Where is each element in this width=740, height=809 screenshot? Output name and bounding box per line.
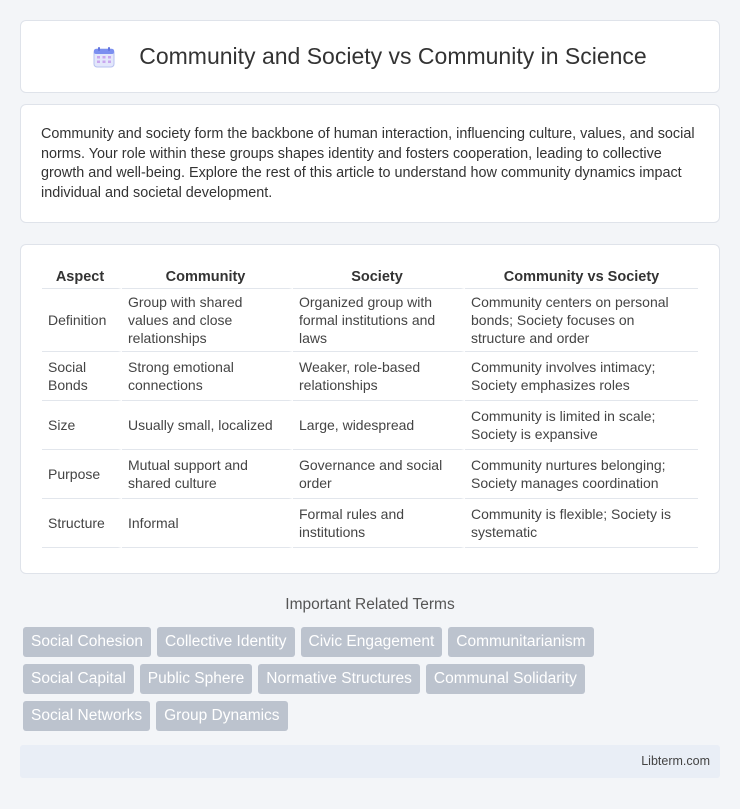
tag-civic-engagement[interactable]: Civic Engagement [301,627,443,657]
table-cell: Community nurtures belonging; Society manages coordination [465,450,698,499]
tag-row [23,664,723,694]
tag-normative-structures[interactable]: Normative Structures [258,664,420,694]
page-title: Community and Society vs Community in Science [139,43,647,69]
table-cell: Community centers on personal bonds; Society focuses on structure and order [465,289,698,352]
table-cell: Weaker, role-based relationships [293,352,465,401]
table-cell: Usually small, localized [122,401,293,450]
table-cell: Structure [42,499,122,548]
table-cell: Formal rules and institutions [293,499,465,548]
table-cell: Definition [42,289,122,352]
related-terms-title: Important Related Terms [285,596,455,613]
footer [20,745,720,778]
table-cell: Large, widespread [293,401,465,450]
tag-collective-identity[interactable]: Collective Identity [157,627,294,657]
table-row [42,401,698,450]
table-cell: Strong emotional connections [122,352,293,401]
header-card [20,20,720,93]
tag-communal-solidarity[interactable]: Communal Solidarity [426,664,585,694]
table-row [42,352,698,401]
tag-row [23,701,723,731]
tag-public-sphere[interactable]: Public Sphere [140,664,253,694]
table-cell: Community is flexible; Society is systematic [465,499,698,548]
footer-site-link[interactable]: Libterm.com [641,754,710,768]
table-row [42,289,698,352]
column-header: Community vs Society [465,263,698,289]
tag-communitarianism[interactable]: Communitarianism [448,627,593,657]
column-header: Aspect [42,263,122,289]
comparison-table-card [20,244,720,574]
table-cell: Informal [122,499,293,548]
related-terms-list [23,627,723,738]
column-header: Society [293,263,465,289]
column-header: Community [122,263,293,289]
tag-social-networks[interactable]: Social Networks [23,701,150,731]
intro-card [20,104,720,223]
tag-row [23,627,723,657]
tag-social-cohesion[interactable]: Social Cohesion [23,627,151,657]
comparison-table [42,263,698,548]
table-cell: Group with shared values and close relationships [122,289,293,352]
table-cell: Organized group with formal institutions and laws [293,289,465,352]
table-cell: Community is limited in scale; Society is expansive [465,401,698,450]
tag-group-dynamics[interactable]: Group Dynamics [156,701,287,731]
table-cell: Community involves intimacy; Society emphasizes roles [465,352,698,401]
table-header-row [42,263,698,289]
table-cell: Social Bonds [42,352,122,401]
calendar-icon [93,46,115,68]
table-cell: Mutual support and shared culture [122,450,293,499]
intro-text: Community and society form the backbone of human interaction, influencing culture, values, and social norms. Your role within these groups shapes identity and fosters cooperation, leading to collective growth and well-being. Explore the rest of this article to understand how community dynamics impact individual and societal development. [41,126,695,201]
table-cell: Size [42,401,122,450]
table-cell: Governance and social order [293,450,465,499]
table-row [42,499,698,548]
table-cell: Purpose [42,450,122,499]
table-row [42,450,698,499]
tag-social-capital[interactable]: Social Capital [23,664,134,694]
